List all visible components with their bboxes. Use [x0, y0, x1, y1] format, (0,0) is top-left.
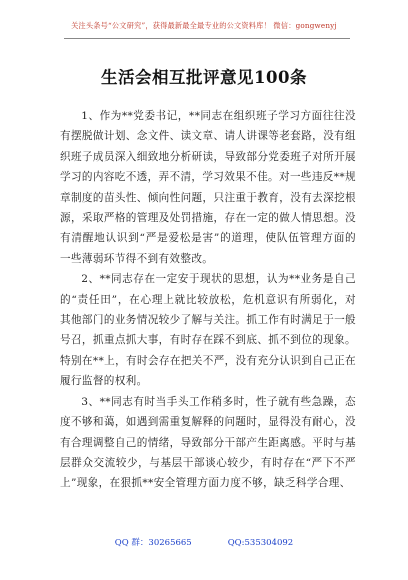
paragraph-2: 2、**同志存在一定安于现状的思想，认为**业务是自己的“责任田”，在心理上就比较放松，危机意识有所弱化，对其他部门的业务情况较少了解与关注。抓工作有时满足于一般号召，抓重点抓大事，有时存在踩不到底、抓不到位的现象。特别在**上，有时会存在把关不严，没有充分认识到自己正在履行监督的权利。: [60, 273, 356, 388]
document-body: [60, 106, 356, 494]
paragraph-1: 1、作为**党委书记，**同志在组织班子学习方面往往没有摆脱做计划、念文件、读文章、请人讲课等老套路，没有组织班子成员深入细致地分析研读，导致部分党委班子对所开展学习的内容吃不透，弄不清，学习效果不佳。对一些违反**规章制度的苗头性、倾向性问题，只注重于教育，没有去深挖根源，采取严格的管理及处罚措施，存在一定的做人情思想。没有清醒地认识到“严是爱松是害”的道理，使队伍管理方面的一些薄弱环节得不到有效整改。: [60, 110, 356, 265]
footer-qq: QQ:535304092: [227, 538, 294, 548]
footer-contact: [0, 536, 408, 548]
header-banner: 关注头条号“公文研究”，获得最新最全最专业的公文资料库！ 微信：gongwenyj: [71, 21, 337, 30]
document-title: 生活会相互批评意见100条: [101, 68, 307, 87]
header-divider: [64, 38, 350, 39]
footer-qq-group: QQ 群：30265665: [114, 538, 192, 548]
paragraph-3: 3、**同志有时当手头工作稍多时，性子就有些急躁，态度不够和蔼，如遇到需重复解释的问题时，显得没有耐心，没有合理调整自己的情绪，导致部分干部产生距离感。平时与基层群众交流较少，与基层干部谈心较少，有时存在“严下不严上”现象，在狠抓**安全管理方面力度不够，缺乏科学合理、: [60, 395, 356, 490]
